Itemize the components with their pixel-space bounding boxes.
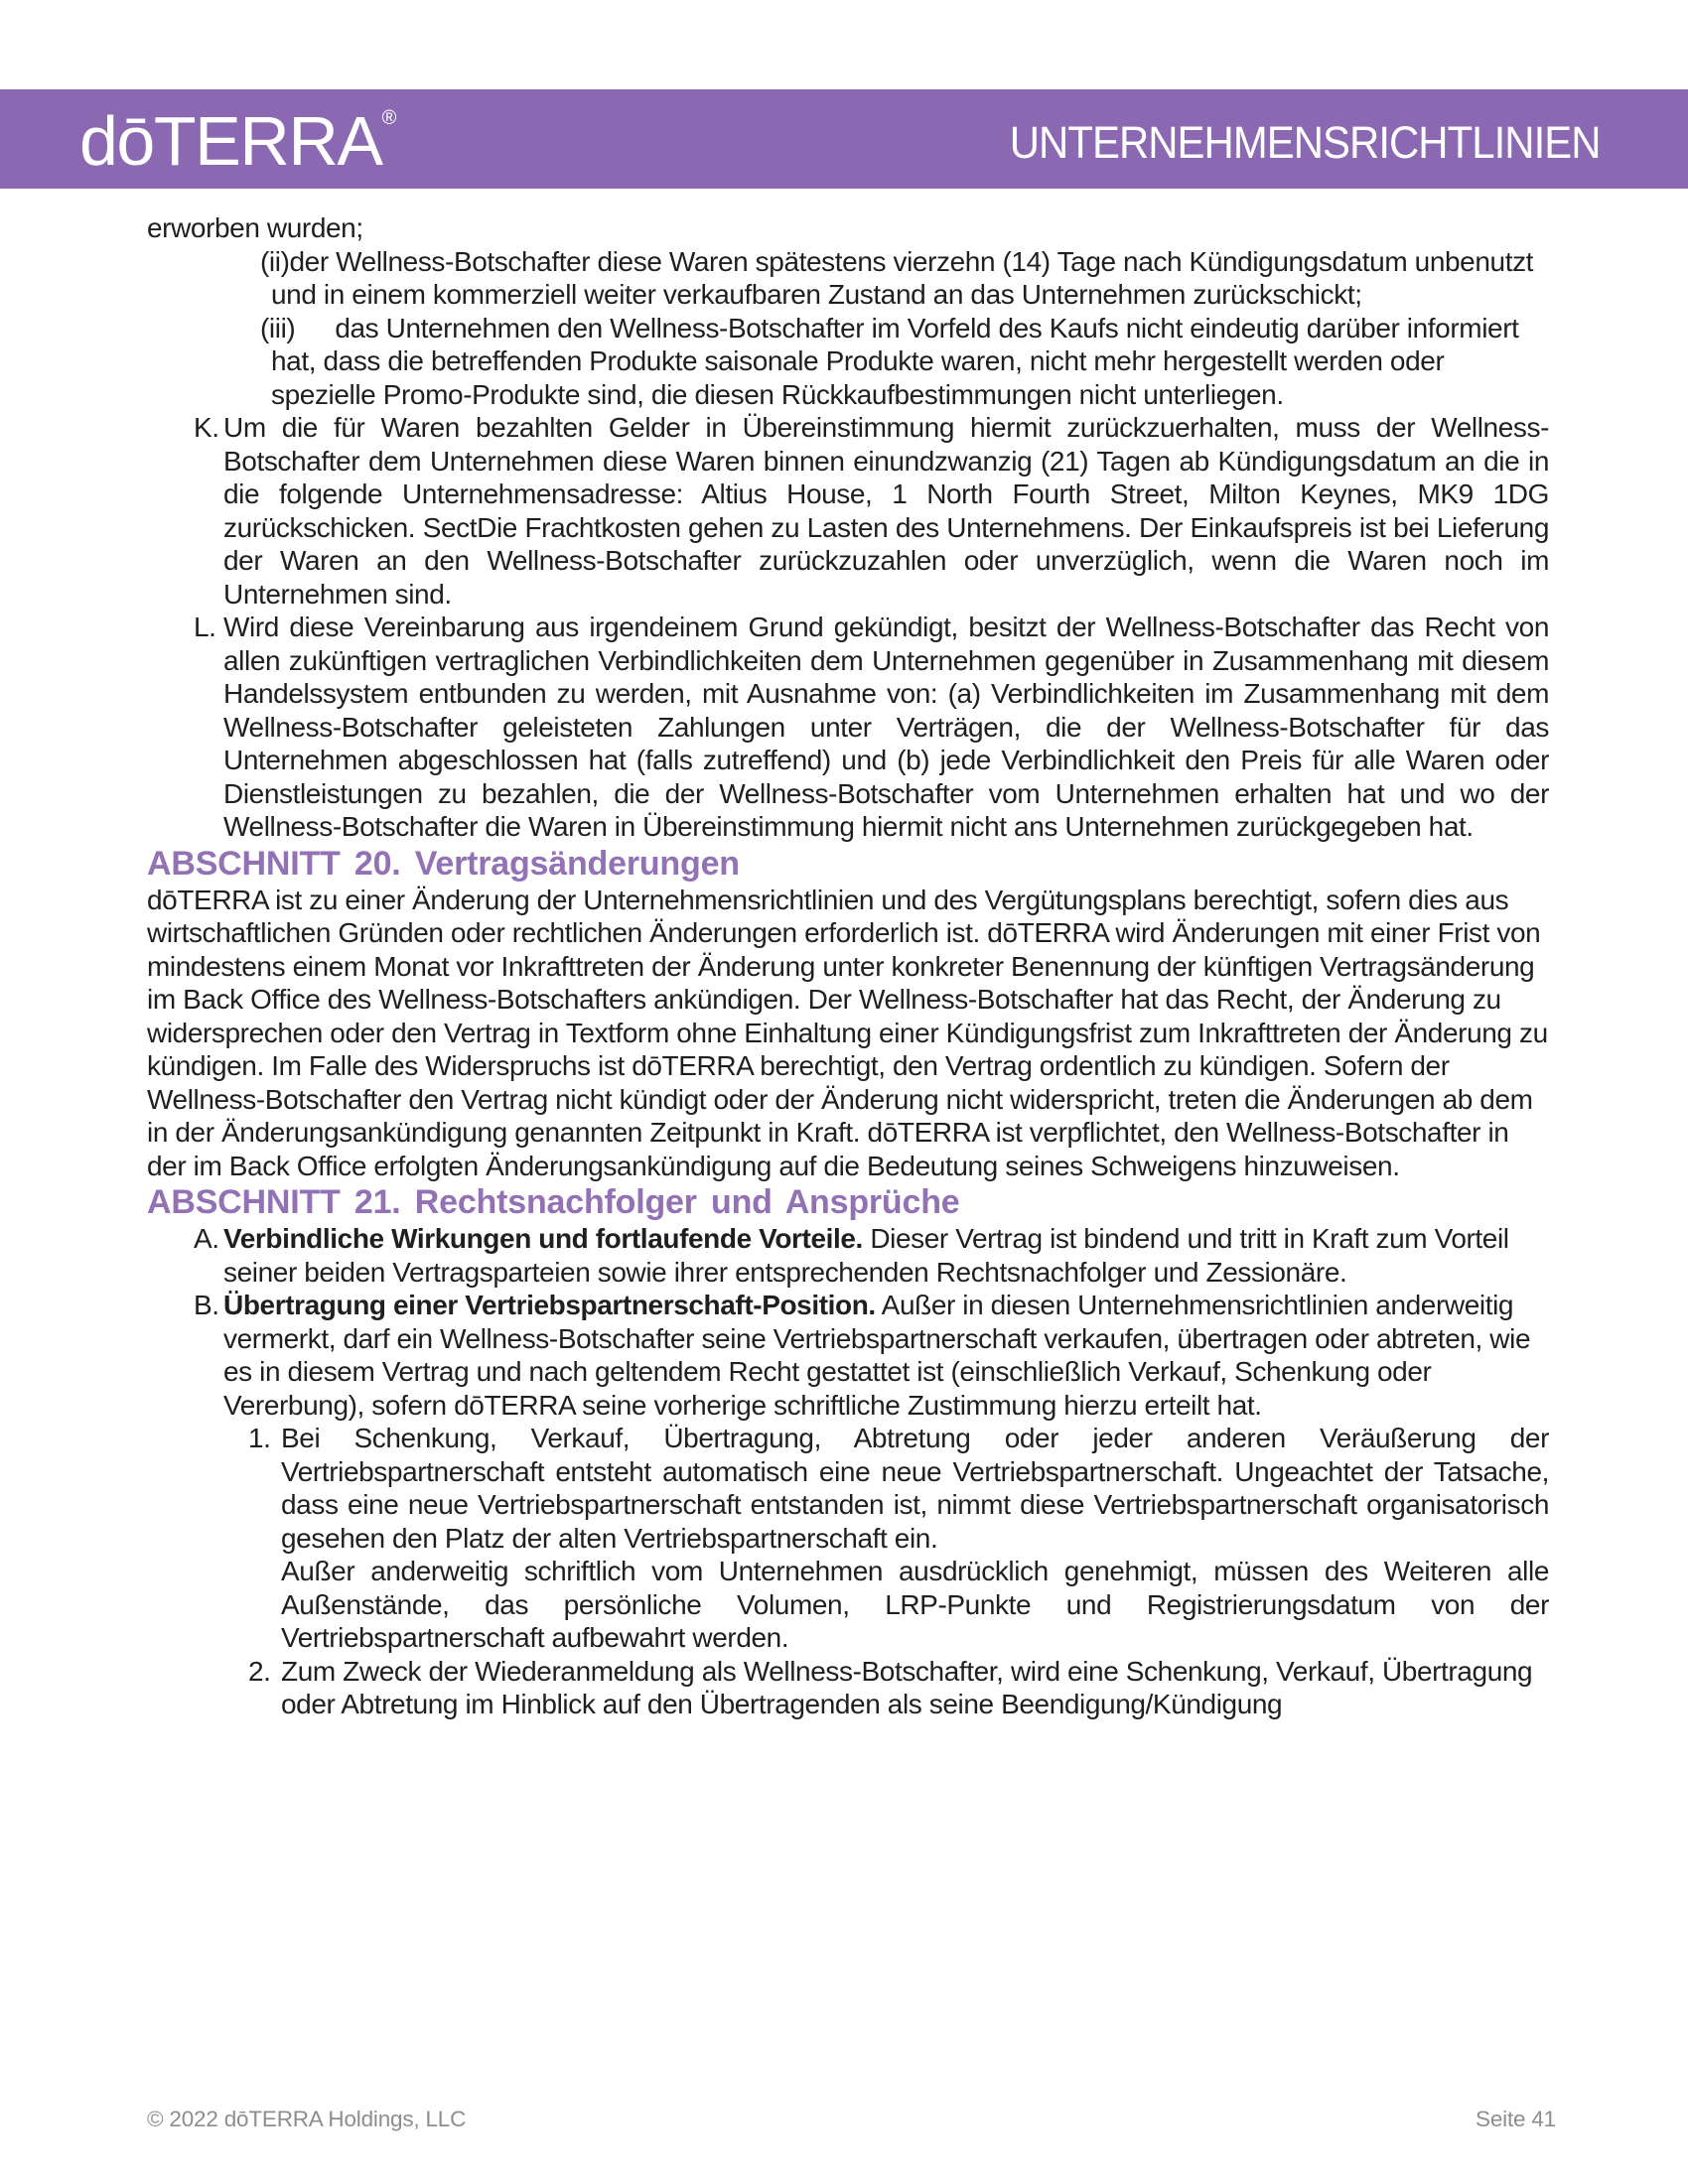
- list-item-iii: [147, 312, 1549, 412]
- list-item-lead: Verbindliche Wirkungen und fortlaufende Vorteile.: [223, 1223, 863, 1254]
- list-item-text: Außer in diesen Unternehmensrichtlinien anderweitig vermerkt, darf ein Wellness-Botschafter seine Vertriebspartnerschaft verkaufen, übertragen oder abtreten, wie es in diesem Vertrag und nach geltendem Recht gestattet ist (einschließlich Verkauf, Schenkung oder Vererbung), sofern dōTERRA seine vorherige schriftliche Zustimmung hierzu erteilt hat.: [223, 1290, 1531, 1421]
- registered-trademark-icon: ®: [381, 107, 397, 129]
- section-20-paragraph: dōTERRA ist zu einer Änderung der Unternehmensrichtlinien und des Vergütungsplans berechtigt, sofern dies aus wirtschaftlichen Gründen oder rechtlichen Änderungen erforderlich ist. dōTERRA wird Änderungen mit einer Frist von mindestens einem Monat vor Inkrafttreten der Änderung unter konkreter Benennung der künftigen Vertragsänderung im Back Office des Wellness-Botschafters ankündigen. Der Wellness-Botschafter hat das Recht, der Änderung zu widersprechen oder den Vertrag in Textform ohne Einhaltung einer Kündigungsfrist zum Inkrafttreten der Änderung zu kündigen. Im Falle des Widerspruchs ist dōTERRA berechtigt, den Vertrag ordentlich zu kündigen. Sofern der Wellness-Botschafter den Vertrag nicht kündigt oder der Änderung nicht widerspricht, treten die Änderungen ab dem in der Änderungsankündigung genannten Zeitpunkt in Kraft. dōTERRA ist verpflichtet, den Wellness-Botschafter in der im Back Office erfolgten Änderungsankündigung auf die Bedeutung seines Schweigens hinzuweisen.: [147, 884, 1548, 1181]
- list-marker: (ii): [260, 245, 290, 277]
- list-marker: 1.: [248, 1423, 271, 1453]
- page-header-bar: [0, 89, 1688, 189]
- list-item-lead: Übertragung einer Vertriebspartnerschaft-Position.: [223, 1290, 876, 1320]
- list-item-1: [147, 1422, 1549, 1655]
- list-marker: B.: [194, 1290, 219, 1320]
- list-item-text: Zum Zweck der Wiederanmeldung als Wellness-Botschafter, wird eine Schenkung, Verkauf, Übertragung oder Abtretung im Hinblick auf den Übertragenden als seine Beendigung/Kündigung: [281, 1655, 1533, 1719]
- list-marker: K.: [194, 412, 219, 443]
- list-item-text: Um die für Waren bezahlten Gelder in Übereinstimmung hiermit zurückzuerhalten, muss der Wellness-Botschafter dem Unternehmen diese Waren binnen einundzwanzig (21) Tagen ab Kündigungsdatum an die in die folgende Unternehmensadresse: Altius House, 1 North Fourth Street, Milton Keynes, MK9 1DG zurückschicken. SectDie Frachtkosten gehen zu Lasten des Unternehmens. Der Einkaufspreis ist bei Lieferung der Waren an den Wellness-Botschafter zurückzuzahlen oder unverzüglich, wenn die Waren noch im Unternehmen sind.: [223, 412, 1549, 610]
- section-20-heading: ABSCHNITT 20. Vertragsänderungen: [147, 844, 740, 883]
- list-item-A: [147, 1222, 1549, 1289]
- list-item-L: [147, 611, 1549, 844]
- list-item-text: das Unternehmen den Wellness-Botschafter im Vorfeld des Kaufs nicht eindeutig darüber informiert hat, dass die betreffenden Produkte saisonale Produkte waren, nicht mehr hergestellt werden oder spezielle Promo-Produkte sind, die diesen Rückkaufbestimmungen nicht unterliegen.: [271, 312, 1519, 410]
- list-item-2: [147, 1655, 1549, 1721]
- list-marker: A.: [194, 1223, 219, 1254]
- copyright-notice: © 2022 dōTERRA Holdings, LLC: [147, 2107, 467, 2131]
- list-item-B: [147, 1289, 1549, 1422]
- list-marker: L.: [194, 612, 216, 642]
- list-item-paragraph: [248, 1422, 1549, 1555]
- list-item-text: Dieser Vertrag ist bindend und tritt in Kraft zum Vorteil seiner beiden Vertragsparteien sowie ihrer entsprechenden Rechtsnachfolger und Zessionäre.: [223, 1223, 1509, 1288]
- list-item-i-continuation: erworben wurden;: [147, 212, 363, 243]
- list-item-text: Bei Schenkung, Verkauf, Übertragung, Abtretung oder jeder anderen Veräußerung der Vertriebspartnerschaft entsteht automatisch eine neue Vertriebspartnerschaft. Ungeachtet der Tatsache, dass eine neue Vertriebspartnerschaft entstanden ist, nimmt diese Vertriebspartnerschaft organisatorisch gesehen den Platz der alten Vertriebspartnerschaft ein.: [281, 1423, 1549, 1554]
- list-item-K: [147, 411, 1549, 611]
- list-marker: 2.: [248, 1655, 271, 1687]
- doterra-logo: [79, 102, 397, 180]
- list-marker: (iii): [260, 312, 296, 343]
- page-content: [147, 211, 1549, 1721]
- page-footer: [147, 2107, 1556, 2132]
- section-21-heading: ABSCHNITT 21. Rechtsnachfolger und Ansprüche: [147, 1183, 960, 1221]
- list-item-text: der Wellness-Botschafter diese Waren spätestens vierzehn (14) Tage nach Kündigungsdatum unbenutzt und in einem kommerziell weiter verkaufbaren Zustand an das Unternehmen zurückschickt;: [271, 245, 1534, 310]
- list-item-text: Wird diese Vereinbarung aus irgendeinem Grund gekündigt, besitzt der Wellness-Botschafter das Recht von allen zukünftigen vertraglichen Verbindlichkeiten dem Unternehmen gegenüber in Zusammenhang mit diesem Handelssystem entbunden zu werden, mit Ausnahme von: (a) Verbindlichkeiten im Zusammenhang mit dem Wellness-Botschafter geleisteten Zahlungen unter Verträgen, die der Wellness-Botschafter für das Unternehmen abgeschlossen hat (falls zutreffend) und (b) jede Verbindlichkeit den Preis für alle Waren oder Dienstleistungen zu bezahlen, die der Wellness-Botschafter vom Unternehmen erhalten hat und wo der Wellness-Botschafter die Waren in Übereinstimmung hiermit nicht ans Unternehmen zurückgegeben hat.: [223, 612, 1549, 842]
- document-title: UNTERNEHMENSRICHTLINIEN: [1010, 116, 1601, 168]
- list-item-ii: [147, 245, 1549, 312]
- page-number: Seite 41: [1476, 2107, 1556, 2131]
- list-item-paragraph: Außer anderweitig schriftlich vom Unternehmen ausdrücklich genehmigt, müssen des Weiteren alle Außenstände, das persönliche Volumen, LRP-Punkte und Registrierungsdatum von der Vertriebspartnerschaft aufbewahrt werden.: [281, 1556, 1549, 1653]
- logo-text: dōTERRA: [79, 102, 382, 180]
